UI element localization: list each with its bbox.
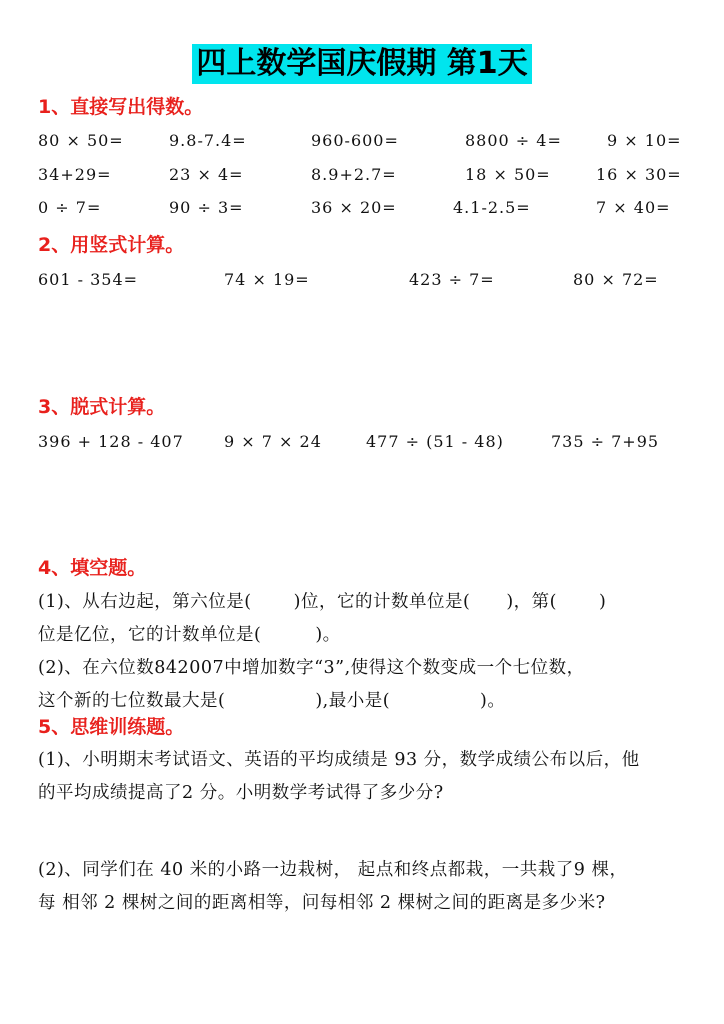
oral-item: 16 × 30= (596, 165, 682, 184)
oral-item: 8800 ÷ 4= (465, 131, 562, 150)
oral-item: 18 × 50= (465, 165, 551, 184)
thinking-q1-line1: (1)、小明期末考试语文、英语的平均成绩是 93 分，数学成绩公布以后，他 (38, 750, 640, 770)
vertical-item: 74 × 19= (224, 270, 310, 289)
oral-item: 9.8-7.4= (169, 131, 247, 150)
oral-item: 0 ÷ 7= (38, 198, 102, 217)
section-2-heading: 2、用竖式计算。 (38, 234, 185, 256)
oral-item: 90 ÷ 3= (169, 198, 244, 217)
oral-item: 23 × 4= (169, 165, 244, 184)
thinking-q2 (38, 854, 698, 920)
stepwise-item: 477 ÷ (51 - 48) (366, 432, 504, 451)
oral-item: 9 × 10= (607, 131, 682, 150)
fill-q1-line1: (1)、从右边起，第六位是( )位，它的计数单位是( )，第( ) (38, 592, 607, 612)
stepwise-item: 735 ÷ 7+95 (551, 432, 660, 451)
fill-q2-line2: 这个新的七位数最大是( ),最小是( )。 (38, 691, 506, 711)
oral-item: 4.1-2.5= (453, 198, 531, 217)
section-4-heading: 4、填空题。 (38, 557, 147, 579)
fill-questions (38, 586, 698, 718)
oral-item: 36 × 20= (311, 198, 397, 217)
section-1-heading: 1、直接写出得数。 (38, 96, 204, 118)
title-wrap (0, 44, 724, 84)
stepwise-item: 396 + 128 - 407 (38, 432, 184, 451)
thinking-q1 (38, 744, 698, 810)
page-title: 四上数学国庆假期 第1天 (192, 44, 531, 84)
oral-item: 960-600= (311, 131, 399, 150)
oral-item: 34+29= (38, 165, 112, 184)
oral-item: 80 × 50= (38, 131, 124, 150)
section-3-heading: 3、脱式计算。 (38, 396, 166, 418)
fill-q1-line2: 位是亿位，它的计数单位是( )。 (38, 625, 341, 645)
thinking-q1-line2: 的平均成绩提高了2 分。小明数学考试得了多少分? (38, 783, 444, 803)
vertical-item: 601 - 354= (38, 270, 139, 289)
thinking-q2-line1: (2)、同学们在 40 米的小路一边栽树， 起点和终点都栽，一共栽了9 棵， (38, 860, 628, 880)
thinking-q2-line2: 每 相邻 2 棵树之间的距离相等，问每相邻 2 棵树之间的距离是多少米? (38, 893, 606, 913)
section-5-heading: 5、思维训练题。 (38, 716, 185, 738)
oral-item: 7 × 40= (596, 198, 671, 217)
stepwise-item: 9 × 7 × 24 (224, 432, 322, 451)
vertical-item: 80 × 72= (573, 270, 659, 289)
oral-item: 8.9+2.7= (311, 165, 397, 184)
vertical-item: 423 ÷ 7= (409, 270, 495, 289)
fill-q2-line1: (2)、在六位数842007中增加数字“3”,使得这个数变成一个七位数， (38, 658, 585, 678)
